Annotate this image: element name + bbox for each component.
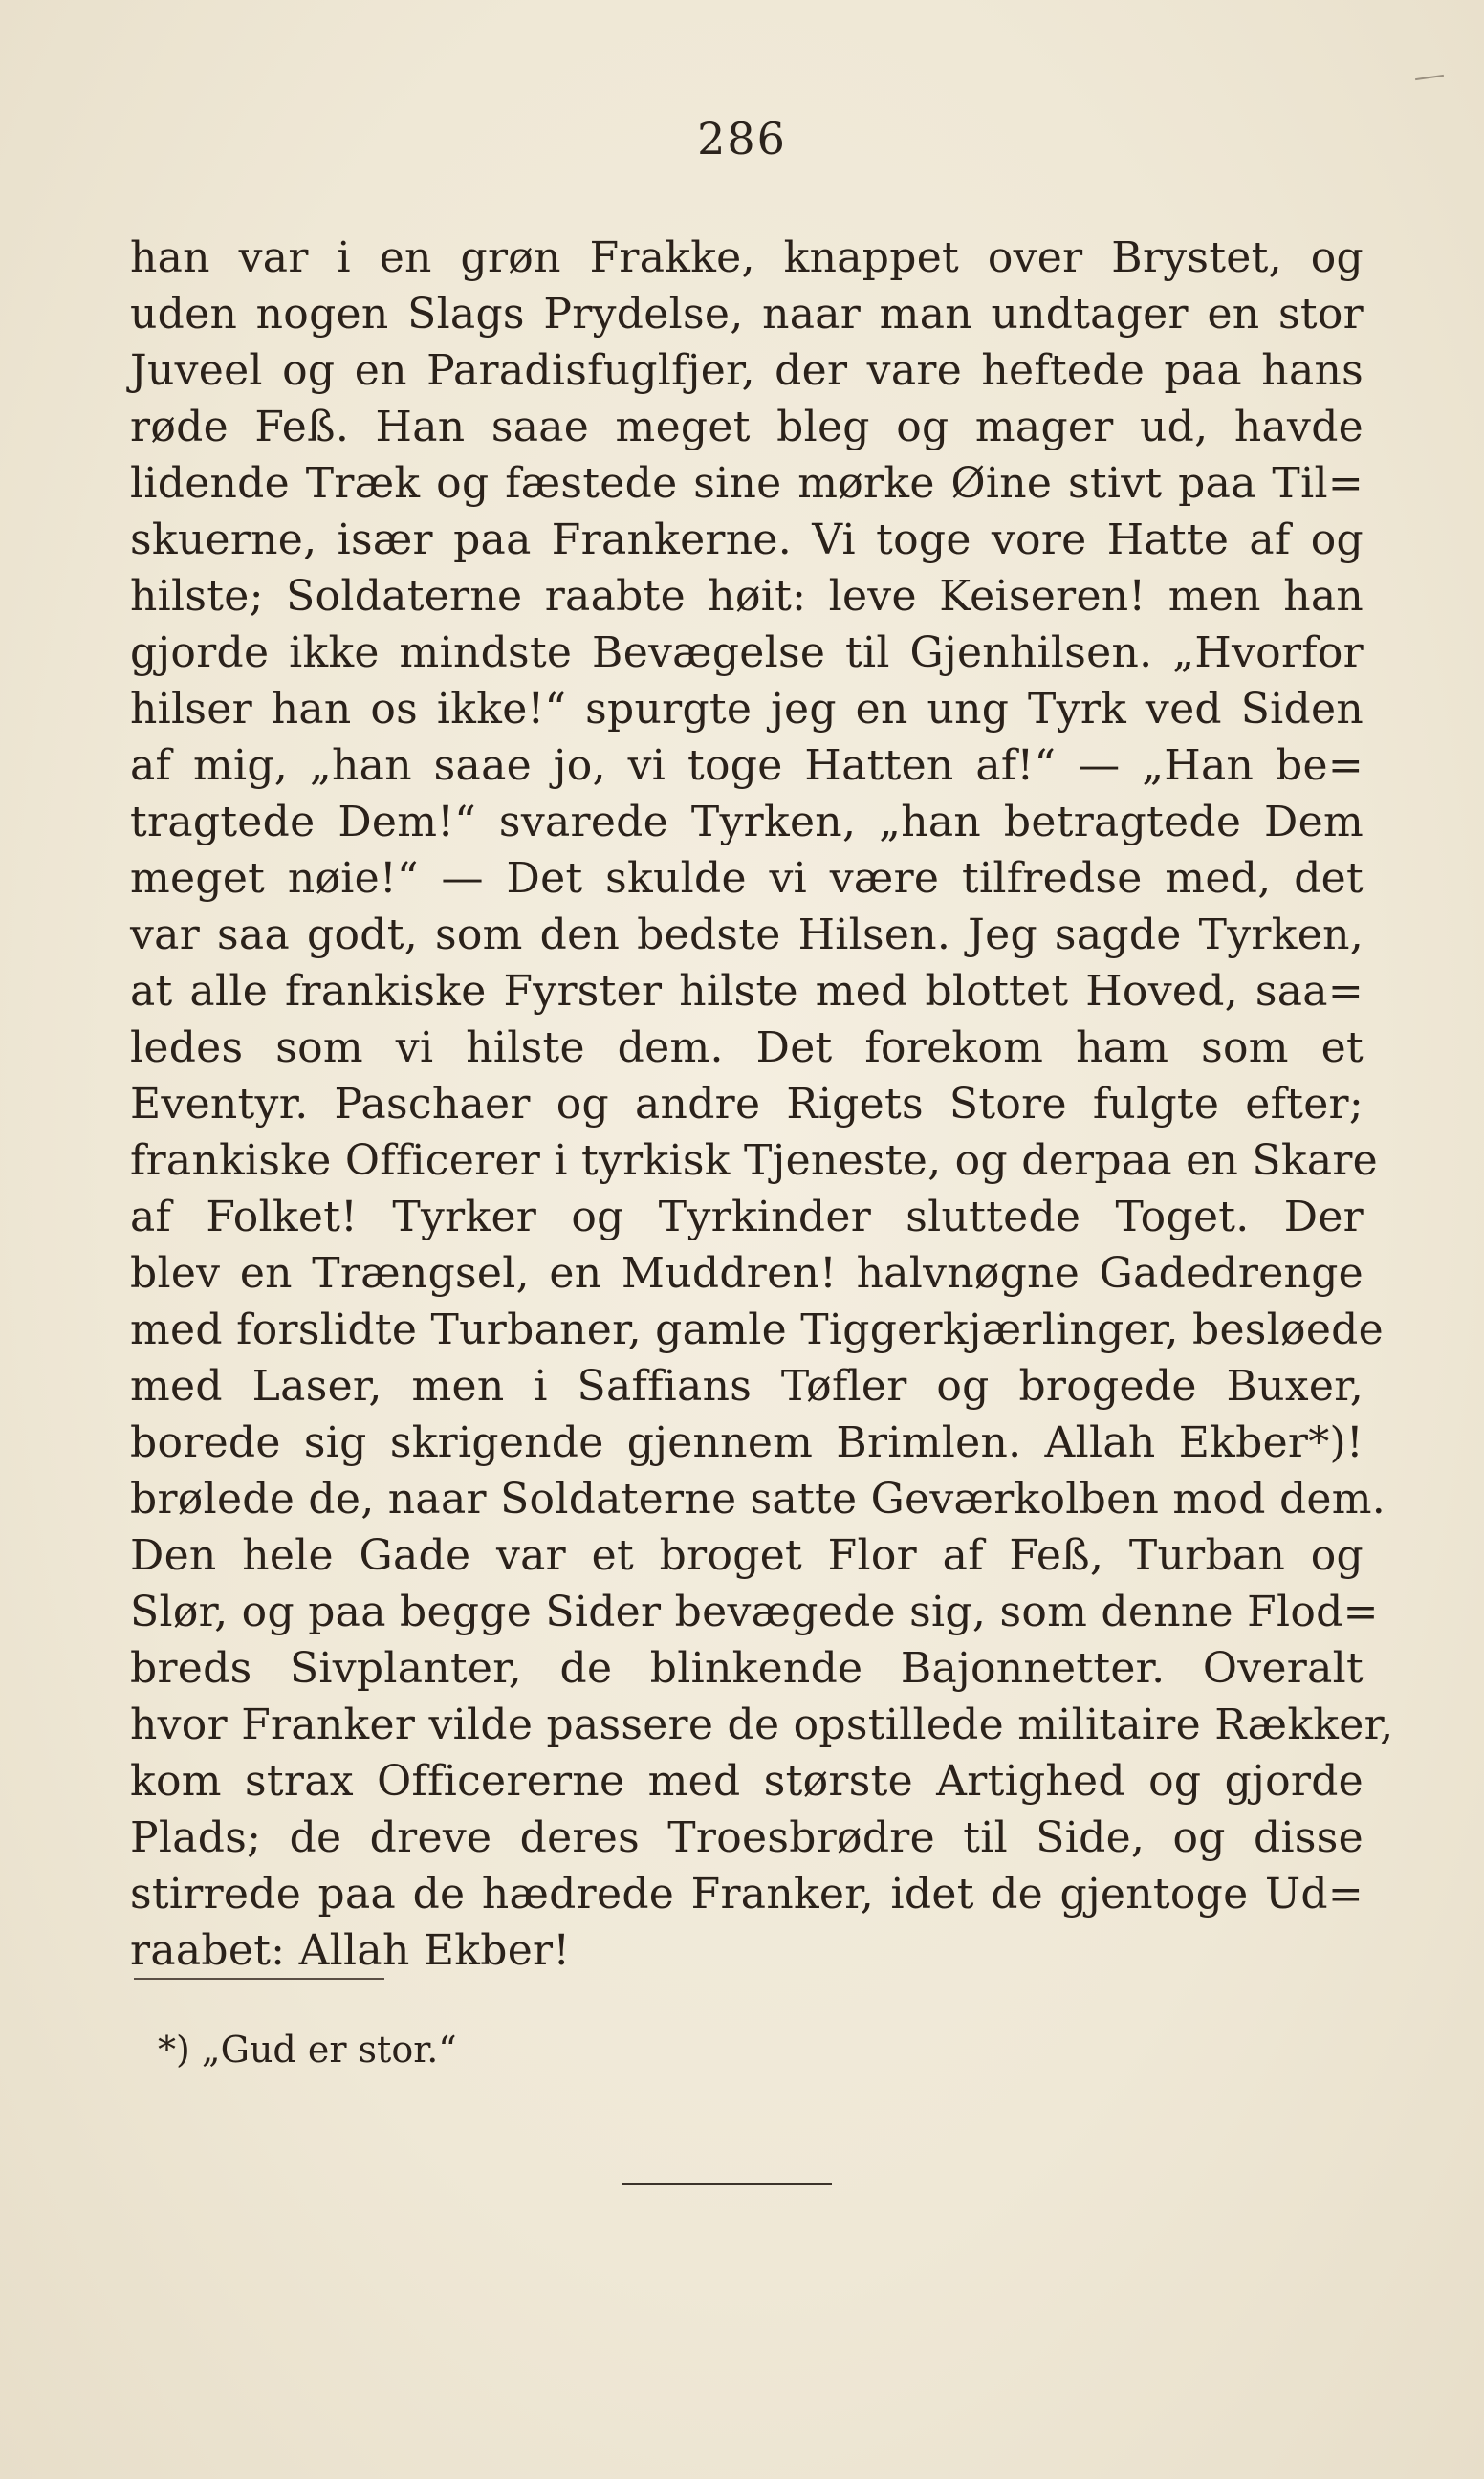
- text-line: hilste; Soldaterne raabte høit: leve Keiseren! men han: [130, 572, 1364, 621]
- text-line: tragtede Dem!“ svarede Tyrken, „han betragtede Dem: [130, 798, 1364, 846]
- text-line: breds Sivplanter, de blinkende Bajonnetter. Overalt: [130, 1644, 1364, 1693]
- text-line: skuerne, især paa Frankerne. Vi toge vore Hatte af og: [130, 516, 1364, 564]
- text-line: stirrede paa de hædrede Franker, idet de gjentoge Ud=: [130, 1870, 1364, 1919]
- text-line: gjorde ikke mindste Bevægelse til Gjenhilsen. „Hvorfor: [130, 628, 1364, 677]
- text-line: uden nogen Slags Prydelse, naar man undtager en stor: [130, 290, 1364, 339]
- footnote: *) „Gud er stor.“: [158, 2029, 457, 2071]
- text-line: frankiske Officerer i tyrkisk Tjeneste, og derpaa en Skare: [130, 1136, 1379, 1185]
- body-text: [130, 230, 1394, 1979]
- text-line: med Laser, men i Saffians Tøfler og brogede Buxer,: [130, 1362, 1364, 1411]
- end-rule: [622, 2183, 832, 2185]
- text-line: af Folket! Tyrker og Tyrkinder sluttede Toget. Der: [130, 1193, 1364, 1241]
- text-line: borede sig skrigende gjennem Brimlen. Allah Ekber*)!: [130, 1418, 1364, 1467]
- text-line: blev en Trængsel, en Muddren! halvnøgne Gadedrenge: [130, 1249, 1364, 1298]
- text-line: Slør, og paa begge Sider bevægede sig, som denne Flod=: [130, 1588, 1379, 1636]
- text-line: Juveel og en Paradisfuglfjer, der vare heftede paa hans: [130, 346, 1364, 395]
- text-line: ledes som vi hilste dem. Det forekom ham som et: [130, 1023, 1364, 1072]
- text-line: røde Feß. Han saae meget bleg og mager ud, havde: [130, 403, 1364, 451]
- text-line: hvor Franker vilde passere de opstillede militaire Rækker,: [130, 1700, 1394, 1749]
- text-line: kom strax Officererne med største Artighed og gjorde: [130, 1757, 1364, 1806]
- text-line: at alle frankiske Fyrster hilste med blottet Hoved, saa=: [130, 967, 1364, 1016]
- text-line: med forslidte Turbaner, gamle Tiggerkjærlinger, besløede: [130, 1305, 1384, 1354]
- text-line: lidende Træk og fæstede sine mørke Øine stivt paa Til=: [130, 459, 1364, 508]
- text-line: meget nøie!“ — Det skulde vi være tilfredse med, det: [130, 854, 1364, 903]
- corner-mark: [1415, 75, 1444, 80]
- text-line: Den hele Gade var et broget Flor af Feß, Turban og: [130, 1531, 1364, 1580]
- footnote-divider: [134, 1978, 384, 1980]
- text-line: var saa godt, som den bedste Hilsen. Jeg sagde Tyrken,: [130, 910, 1364, 959]
- text-line: Plads; de dreve deres Troesbrødre til Side, og disse: [130, 1813, 1364, 1862]
- text-line: han var i en grøn Frakke, knappet over Brystet, og: [130, 233, 1364, 282]
- text-line: hilser han os ikke!“ spurgte jeg en ung Tyrk ved Siden: [130, 685, 1364, 734]
- text-line: af mig, „han saae jo, vi toge Hatten af!“ — „Han be=: [130, 741, 1364, 790]
- text-line: raabet: Allah Ekber!: [130, 1926, 571, 1975]
- text-line: brølede de, naar Soldaterne satte Geværkolben mod dem.: [130, 1475, 1386, 1524]
- page-number: 286: [697, 113, 787, 165]
- text-line: Eventyr. Paschaer og andre Rigets Store fulgte efter;: [130, 1080, 1364, 1129]
